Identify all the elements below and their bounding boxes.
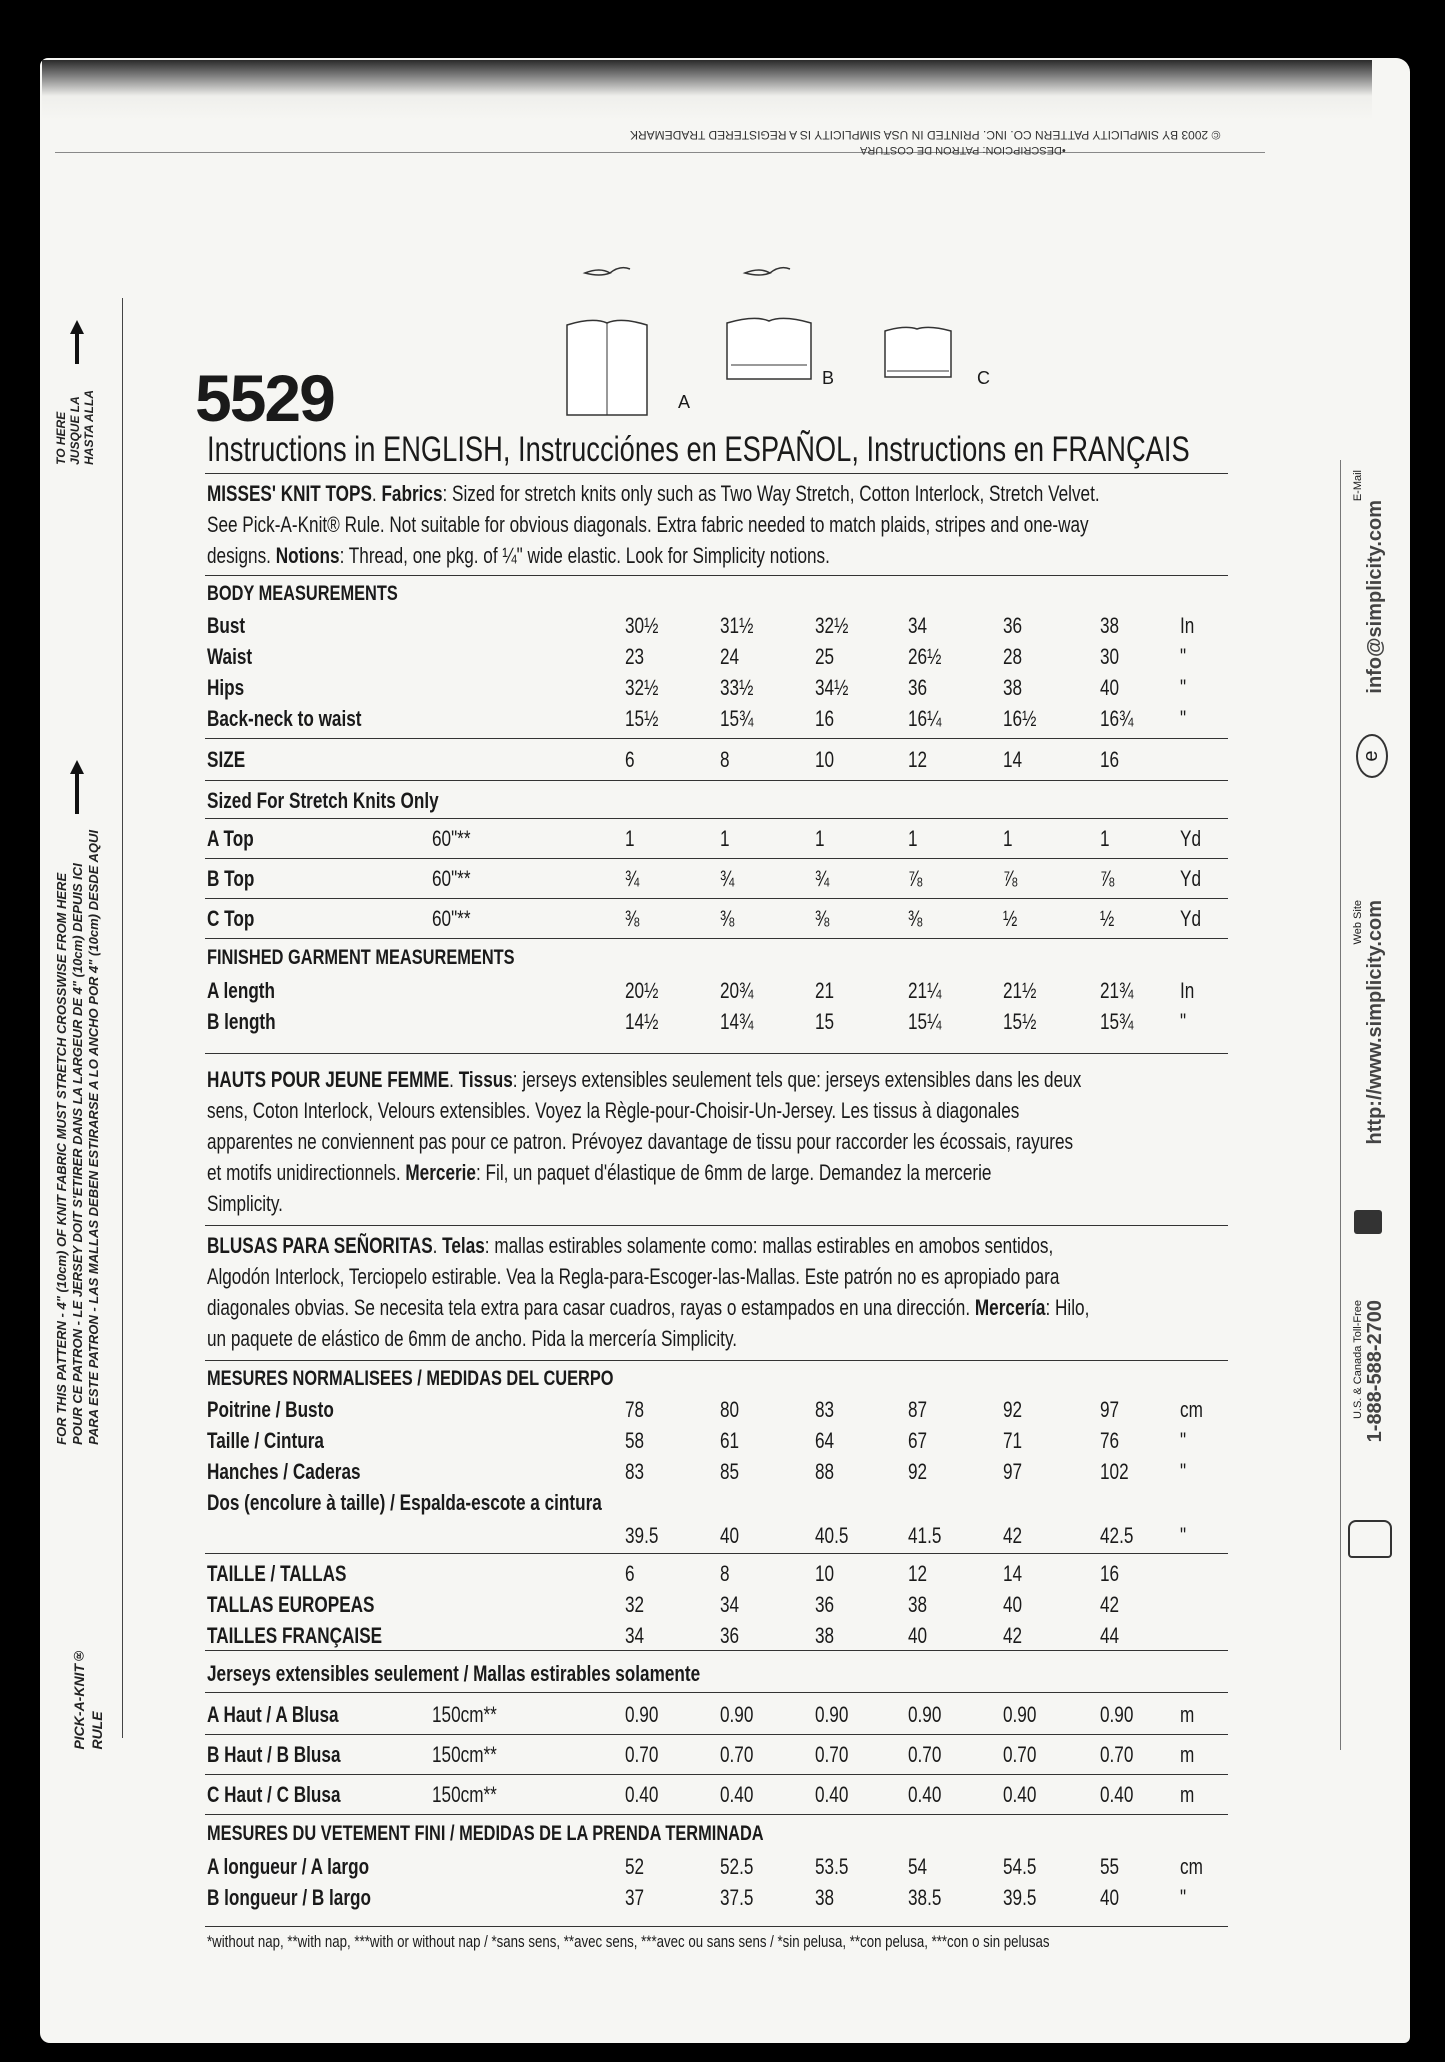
table-cell: 92 [908, 1459, 928, 1484]
finished-title: FINISHED GARMENT MEASUREMENTS [207, 946, 515, 969]
text-span: : Thread, one pkg. of ¼" wide elastic. Look for Simplicity notions. [339, 543, 830, 568]
table-cell: 39.5 [625, 1523, 659, 1548]
table-cell: 0.70 [815, 1742, 849, 1767]
table-cell: 44 [1100, 1623, 1120, 1648]
table-cell: ½ [1100, 906, 1115, 931]
table-rule [205, 1053, 1228, 1054]
table-cell: 67 [908, 1428, 928, 1453]
keyword: Tissus [458, 1067, 513, 1092]
paragraph-line [207, 543, 830, 569]
unit-label: Yd [1180, 866, 1201, 891]
table-rule [205, 1650, 1228, 1651]
row-label: B longueur / B largo [207, 1885, 371, 1910]
table-cell: 6 [625, 1561, 635, 1586]
text-span: Simplicity. [207, 1191, 283, 1216]
table-cell: 85 [720, 1459, 740, 1484]
table-cell: 21¾ [1100, 978, 1134, 1003]
email-label: E-Mail [1352, 470, 1364, 502]
flap-line [55, 152, 1265, 153]
email-link[interactable]: info@simplicity.com [1364, 500, 1386, 694]
table-cell: 31½ [720, 613, 754, 638]
phone-icon [1348, 1520, 1392, 1558]
table-cell: 37.5 [720, 1885, 754, 1910]
table-cell: 15½ [625, 706, 659, 731]
unit-label: m [1180, 1742, 1195, 1767]
table-cell: 0.70 [1003, 1742, 1037, 1767]
table-cell: 42 [1003, 1523, 1023, 1548]
fabric-width: 150cm** [432, 1702, 497, 1727]
table-cell: 52 [625, 1854, 645, 1879]
table-cell: 83 [815, 1397, 835, 1422]
table-rule [205, 1553, 1228, 1554]
table-cell: 20¾ [720, 978, 754, 1003]
table-cell: 0.40 [815, 1782, 849, 1807]
row-label: Waist [207, 644, 253, 669]
table-cell: 0.90 [815, 1702, 849, 1727]
table-cell: 16¾ [1100, 706, 1134, 731]
table-cell: 42 [1003, 1623, 1023, 1648]
table-cell: 21 [815, 978, 835, 1003]
table-cell: 38.5 [908, 1885, 942, 1910]
table-cell: 33½ [720, 675, 754, 700]
size-cell: 6 [625, 747, 635, 772]
table-cell: 88 [815, 1459, 835, 1484]
table-cell: 0.90 [720, 1702, 754, 1727]
table-cell: 0.40 [1100, 1782, 1134, 1807]
table-cell: 25 [815, 644, 835, 669]
unit-label: m [1180, 1702, 1195, 1727]
table-cell: 15¾ [1100, 1009, 1134, 1034]
text-span: : mallas estirables solamente como: mallas estirables en amobos sentidos, [484, 1233, 1054, 1258]
table-cell: 34½ [815, 675, 849, 700]
paragraph-line [207, 1295, 1089, 1321]
table-cell: 54.5 [1003, 1854, 1037, 1879]
pattern-number: 5529 [195, 361, 334, 435]
table-cell: 61 [720, 1428, 740, 1453]
paragraph-line [207, 1129, 1073, 1155]
keyword: Mercería [974, 1295, 1046, 1320]
table-cell: 24 [720, 644, 740, 669]
computer-icon [1354, 1210, 1382, 1234]
keyword: MISSES' KNIT TOPS [207, 481, 372, 506]
envelope-flap [42, 60, 1372, 120]
paragraph-line [207, 512, 1089, 538]
text-span: . [371, 481, 382, 506]
table-cell: 16 [1100, 1561, 1120, 1586]
table-cell: 32½ [815, 613, 849, 638]
paragraph-line [207, 481, 1100, 507]
table-cell: 0.40 [625, 1782, 659, 1807]
row-label: C Haut / C Blusa [207, 1782, 341, 1807]
table-cell: 15¾ [720, 706, 754, 731]
table-cell: 58 [625, 1428, 645, 1453]
table-cell: 92 [1003, 1397, 1023, 1422]
fabric-width: 60"** [432, 826, 471, 851]
table-cell: 12 [908, 1561, 928, 1586]
size-cell: 14 [1003, 747, 1023, 772]
table-cell: 1 [815, 826, 825, 851]
table-cell: 54 [908, 1854, 928, 1879]
row-label: Hips [207, 675, 245, 700]
table-cell: 83 [625, 1459, 645, 1484]
table-cell: 0.90 [908, 1702, 942, 1727]
table-cell: 23 [625, 644, 645, 669]
table-cell: 38 [1100, 613, 1120, 638]
table-cell: 38 [908, 1592, 928, 1617]
text-span: et motifs unidirectionnels. [207, 1160, 406, 1185]
table-cell: 53.5 [815, 1854, 849, 1879]
copyright-text: © 2003 BY SIMPLICITY PATTERN CO. INC. PRINTED IN USA SIMPLICITY IS A REGISTERED TRADEMARK [630, 128, 1221, 142]
languages-heading: Instructions in ENGLISH, Instrucciónes en ESPAÑOL, Instructions en FRANÇAIS [207, 430, 1190, 469]
table-cell: 36 [908, 675, 928, 700]
back-label: Dos (encolure à taille) / Espalda-escote a cintura [207, 1490, 602, 1515]
row-label: TAILLES FRANÇAISE [207, 1623, 383, 1648]
table-cell: 14½ [625, 1009, 659, 1034]
keyword: Notions [275, 543, 340, 568]
table-cell: 64 [815, 1428, 835, 1453]
keyword: Telas [442, 1233, 485, 1258]
table-cell: ¾ [625, 866, 640, 891]
unit-label: " [1180, 706, 1187, 731]
text-span: . [432, 1233, 443, 1258]
paragraph-line [207, 1326, 737, 1352]
metric-stretch-title: Jerseys extensibles seulement / Mallas estirables solamente [207, 1661, 701, 1686]
row-label: Taille / Cintura [207, 1428, 324, 1453]
table-rule [205, 1225, 1228, 1226]
row-label: C Top [207, 906, 255, 931]
row-label: A Haut / A Blusa [207, 1702, 339, 1727]
view-label-b: B [822, 368, 835, 388]
table-cell: ⅜ [815, 906, 830, 931]
table-cell: 0.40 [908, 1782, 942, 1807]
table-cell: ⅞ [1003, 866, 1018, 891]
table-rule [205, 1926, 1228, 1927]
paragraph-line [207, 1191, 283, 1217]
size-cell: 10 [815, 747, 835, 772]
table-cell: ⅜ [625, 906, 640, 931]
text-span: diagonales obvias. Se necesita tela extra para casar cuadros, rayas o estampados en una dirección. [207, 1295, 975, 1320]
keyword: Mercerie [405, 1160, 476, 1185]
table-cell: 102 [1100, 1459, 1129, 1484]
table-cell: 30½ [625, 613, 659, 638]
table-cell: ¾ [815, 866, 830, 891]
table-rule [205, 1814, 1228, 1815]
table-cell: 0.70 [908, 1742, 942, 1767]
unit-label: " [1180, 644, 1187, 669]
row-label: A Top [207, 826, 254, 851]
table-rule [205, 818, 1228, 819]
table-cell: 40 [720, 1523, 740, 1548]
table-cell: 21¼ [908, 978, 942, 1003]
unit-label: Yd [1180, 826, 1201, 851]
table-cell: 39.5 [1003, 1885, 1037, 1910]
arrow-up-icon [70, 760, 84, 774]
text-span: un paquete de elástico de 6mm de ancho. Pida la mercería Simplicity. [207, 1326, 738, 1351]
table-cell: 1 [1100, 826, 1110, 851]
table-cell: 38 [815, 1623, 835, 1648]
row-label: B length [207, 1009, 276, 1034]
row-label: A length [207, 978, 276, 1003]
table-cell: 15¼ [908, 1009, 942, 1034]
row-label: TALLAS EUROPEAS [207, 1592, 375, 1617]
stretch-instruction: FOR THIS PATTERN - 4" (10cm) OF KNIT FABRIC MUST STRETCH CROSSWISE FROM HERE POUR CE PATRON - LE JERSEY DOIT S'ETIRER DANS LA LARGEUR DE 4" (10cm) DEPUIS ICI PARA ESTE PATRON - LAS MALLAS DEBEN ESTIRARSE A LO ANCHO POR 4" (10cm) DESDE AQUI [54, 830, 101, 1445]
size-cell: 12 [908, 747, 928, 772]
table-cell: 16 [815, 706, 835, 731]
paragraph-line [207, 1098, 1019, 1124]
table-cell: ⅜ [908, 906, 923, 931]
table-cell: 16½ [1003, 706, 1037, 731]
table-rule [205, 1692, 1228, 1693]
table-cell: 1 [720, 826, 730, 851]
row-label: TAILLE / TALLAS [207, 1561, 347, 1586]
text-span: sens, Coton Interlock, Velours extensibles. Voyez la Règle-pour-Choisir-Un-Jersey. Les tissus à diagonales [207, 1098, 1020, 1123]
table-cell: 87 [908, 1397, 928, 1422]
table-cell: 37 [625, 1885, 645, 1910]
table-cell: 76 [1100, 1428, 1120, 1453]
unit-label: cm [1180, 1854, 1203, 1879]
web-link[interactable]: http://www.simplicity.com [1364, 900, 1386, 1145]
table-cell: 34 [908, 613, 928, 638]
table-cell: 20½ [625, 978, 659, 1003]
unit-label: " [1180, 1009, 1187, 1034]
table-cell: 0.70 [720, 1742, 754, 1767]
paragraph-line [207, 1067, 1081, 1093]
fabric-width: 150cm** [432, 1782, 497, 1807]
table-rule [205, 1734, 1228, 1735]
table-cell: 40 [908, 1623, 928, 1648]
table-cell: 28 [1003, 644, 1023, 669]
row-label: B Top [207, 866, 255, 891]
table-cell: 8 [720, 1561, 730, 1586]
table-cell: 0.40 [1003, 1782, 1037, 1807]
size-cell: 8 [720, 747, 730, 772]
table-cell: 36 [720, 1623, 740, 1648]
table-cell: 34 [625, 1623, 645, 1648]
unit-label: " [1180, 1885, 1187, 1910]
table-cell: 26½ [908, 644, 942, 669]
table-cell: 42.5 [1100, 1523, 1134, 1548]
table-rule [205, 1774, 1228, 1775]
table-cell: 36 [1003, 613, 1023, 638]
unit-label: cm [1180, 1397, 1203, 1422]
row-label: B Haut / B Blusa [207, 1742, 341, 1767]
table-cell: 97 [1100, 1397, 1120, 1422]
table-rule [205, 858, 1228, 859]
row-label: A longueur / A largo [207, 1854, 370, 1879]
table-cell: 15 [815, 1009, 835, 1034]
table-cell: 21½ [1003, 978, 1037, 1003]
table-rule [205, 738, 1228, 739]
keyword: HAUTS POUR JEUNE FEMME [207, 1067, 450, 1092]
fabric-width: 60"** [432, 866, 471, 891]
garment-sketches [555, 255, 995, 430]
phone-label: U.S. & Canada Toll-Free [1352, 1300, 1364, 1420]
table-cell: 52.5 [720, 1854, 754, 1879]
pick-a-knit-label: PICK-A-KNIT® RULE [71, 1648, 105, 1750]
table-cell: ⅞ [908, 866, 923, 891]
unit-label: In [1180, 978, 1195, 1003]
table-cell: 0.90 [1003, 1702, 1037, 1727]
unit-label: In [1180, 613, 1195, 638]
table-cell: 42 [1100, 1592, 1120, 1617]
metric-body-title: MESURES NORMALISEES / MEDIDAS DEL CUERPO [207, 1367, 614, 1390]
text-span: : Sized for stretch knits only such as Two Way Stretch, Cotton Interlock, Stretch Velvet. [442, 481, 1100, 506]
fabric-width: 150cm** [432, 1742, 497, 1767]
table-cell: 1 [1003, 826, 1013, 851]
table-cell: 0.90 [625, 1702, 659, 1727]
table-cell: 80 [720, 1397, 740, 1422]
footnote: *without nap, **with nap, ***with or without nap / *sans sens, **avec sens, ***avec ou sans sens / *sin pelusa, **con pelusa, ***con o sin pelusas [207, 1932, 1050, 1951]
table-cell: 0.90 [1100, 1702, 1134, 1727]
stretch-title: Sized For Stretch Knits Only [207, 788, 439, 813]
table-cell: 14 [1003, 1561, 1023, 1586]
row-label: Bust [207, 613, 246, 638]
to-here-label: TO HERE JUSQUE LA HASTA ALLA [54, 390, 96, 465]
pick-a-knit-rule [50, 298, 122, 1848]
table-rule [205, 1360, 1228, 1361]
table-cell: ½ [1003, 906, 1018, 931]
row-label: Poitrine / Busto [207, 1397, 334, 1422]
table-cell: 10 [815, 1561, 835, 1586]
table-cell: 1 [625, 826, 635, 851]
table-cell: 0.70 [625, 1742, 659, 1767]
unit-label: " [1180, 675, 1187, 700]
table-cell: 40.5 [815, 1523, 849, 1548]
table-cell: 15½ [1003, 1009, 1037, 1034]
table-cell: 1 [908, 826, 918, 851]
table-cell: 71 [1003, 1428, 1023, 1453]
table-cell: 32½ [625, 675, 659, 700]
table-cell: ¾ [720, 866, 735, 891]
table-cell: 30 [1100, 644, 1120, 669]
size-cell: 16 [1100, 747, 1120, 772]
table-cell: 97 [1003, 1459, 1023, 1484]
paragraph-line [207, 1160, 991, 1186]
table-cell: ⅞ [1100, 866, 1115, 891]
text-span: Algodón Interlock, Terciopelo estirable. Vea la Regla-para-Escoger-las-Mallas. Este patrón no es apropiado para [207, 1264, 1060, 1289]
size-label: SIZE [207, 747, 246, 772]
contact-strip [1338, 460, 1418, 1760]
table-cell: 0.40 [720, 1782, 754, 1807]
table-cell: 38 [1003, 675, 1023, 700]
table-cell: 16¼ [908, 706, 942, 731]
view-label-a: A [678, 392, 691, 412]
fabric-width: 60"** [432, 906, 471, 931]
text-span: See Pick-A-Knit® Rule. Not suitable for obvious diagonals. Extra fabric needed to match plaids, stripes and one-way [207, 512, 1089, 537]
text-span: : Fil, un paquet d'élastique de 6mm de large. Demandez la mercerie [475, 1160, 992, 1185]
metric-finished-title: MESURES DU VETEMENT FINI / MEDIDAS DE LA PRENDA TERMINADA [207, 1822, 764, 1845]
table-cell: ⅜ [720, 906, 735, 931]
table-cell: 0.70 [1100, 1742, 1134, 1767]
text-span: . [449, 1067, 459, 1092]
table-cell: 38 [815, 1885, 835, 1910]
unit-label: " [1180, 1523, 1187, 1548]
unit-label: m [1180, 1782, 1195, 1807]
unit-label: Yd [1180, 906, 1201, 931]
table-cell: 40 [1100, 675, 1120, 700]
paragraph-line [207, 1264, 1059, 1290]
table-cell: 78 [625, 1397, 645, 1422]
table-cell: 40 [1003, 1592, 1023, 1617]
paragraph-line [207, 1233, 1053, 1259]
body-measurements-title: BODY MEASUREMENTS [207, 582, 398, 605]
text-span: : Hilo, [1045, 1295, 1090, 1320]
row-label: Hanches / Caderas [207, 1459, 361, 1484]
table-rule [205, 938, 1228, 939]
table-rule [205, 780, 1228, 781]
view-label-c: C [977, 368, 990, 388]
keyword: BLUSAS PARA SEÑORITAS [207, 1233, 433, 1258]
row-label: Back-neck to waist [207, 706, 362, 731]
table-cell: 14¾ [720, 1009, 754, 1034]
arrow-up-icon [70, 320, 84, 334]
web-label: Web Site [1352, 900, 1364, 945]
unit-label: " [1180, 1428, 1187, 1453]
text-span: designs. [207, 543, 276, 568]
table-rule [205, 898, 1228, 899]
table-cell: 55 [1100, 1854, 1120, 1879]
keyword: Fabrics [381, 481, 443, 506]
table-cell: 32 [625, 1592, 645, 1617]
email-icon: e [1356, 734, 1388, 778]
phone-number: 1-888-588-2700 [1364, 1300, 1386, 1443]
table-cell: 34 [720, 1592, 740, 1617]
table-cell: 36 [815, 1592, 835, 1617]
text-span: apparentes ne conviennent pas pour ce patron. Prévoyez davantage de tissu pour raccorder les écossais, rayures [207, 1129, 1074, 1154]
text-span: : jerseys extensibles seulement tels que: jerseys extensibles dans les deux [512, 1067, 1082, 1092]
table-cell: 41.5 [908, 1523, 942, 1548]
table-cell: 40 [1100, 1885, 1120, 1910]
unit-label: " [1180, 1459, 1187, 1484]
description-text: •DESCRIPCION: PATRON DE COSTURA [860, 144, 1066, 156]
